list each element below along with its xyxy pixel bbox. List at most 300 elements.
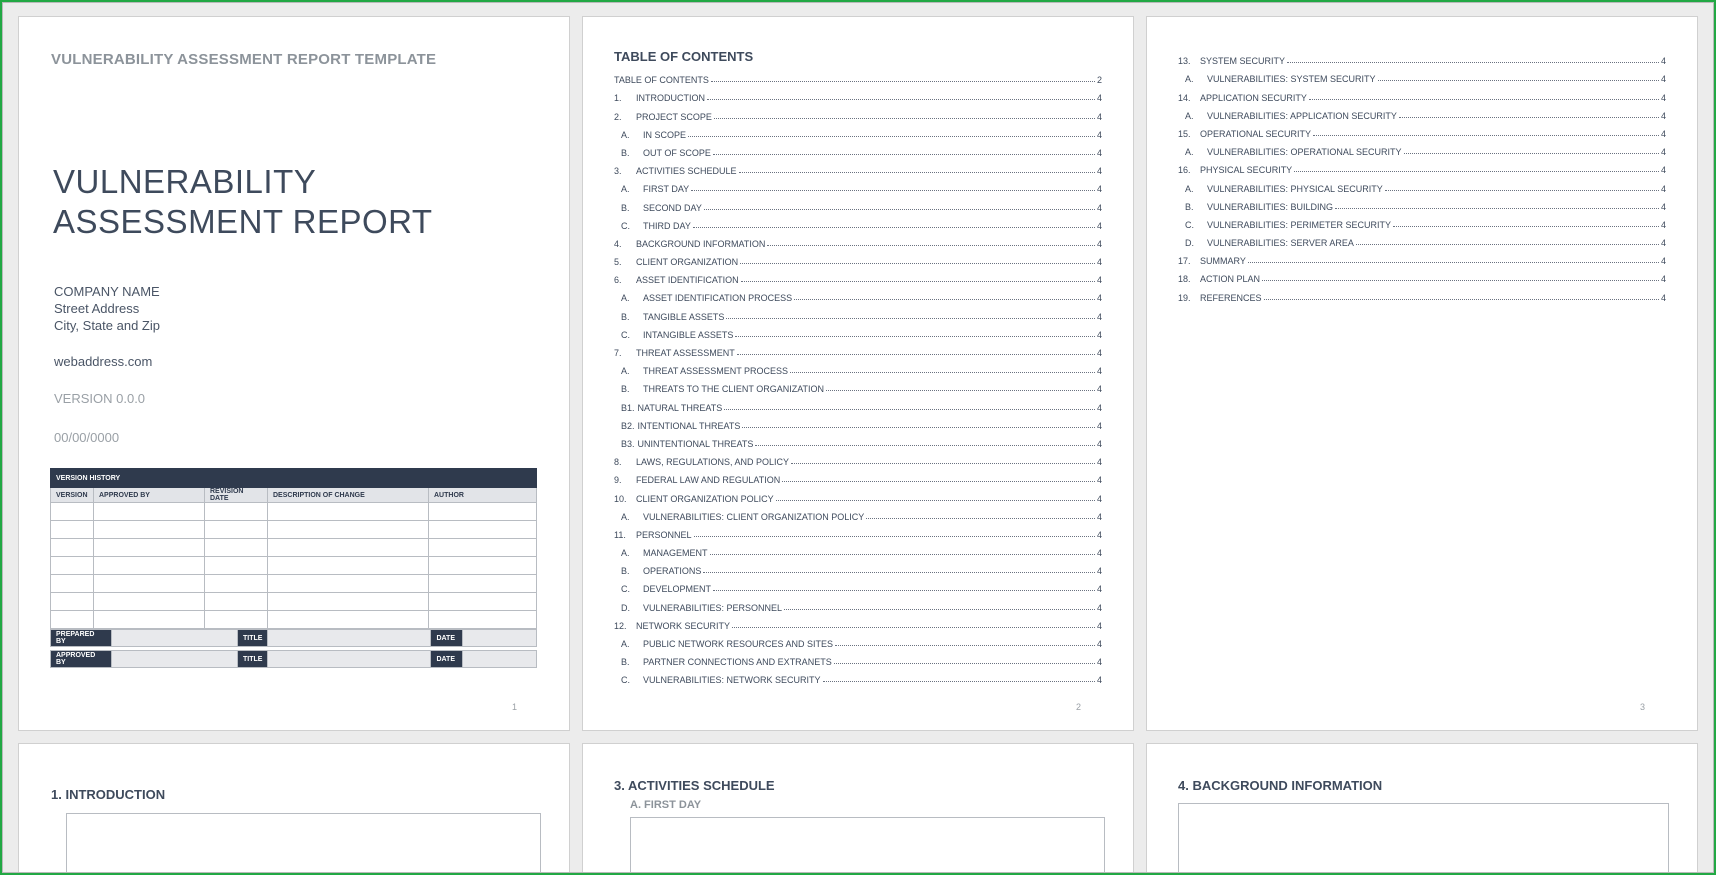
toc-entry-text: CLIENT ORGANIZATION bbox=[636, 257, 739, 268]
toc-leader-dots bbox=[732, 627, 1095, 628]
toc-entry-text: SYSTEM SECURITY bbox=[1200, 56, 1286, 67]
toc-entry[interactable] bbox=[614, 249, 1102, 267]
toc-entry-text: REFERENCES bbox=[1200, 292, 1262, 303]
section-heading: 1. INTRODUCTION bbox=[51, 787, 166, 802]
toc-entry-text: DEVELOPMENT bbox=[643, 584, 712, 595]
toc-entry-number: A. bbox=[621, 548, 630, 559]
toc-entry[interactable] bbox=[1178, 284, 1666, 302]
toc-entry[interactable] bbox=[614, 431, 1102, 449]
title-label: TITLE bbox=[238, 651, 268, 668]
toc-entry-page: 4 bbox=[1096, 220, 1102, 231]
toc-leader-dots bbox=[694, 536, 1095, 537]
toc-entry-label bbox=[621, 584, 711, 594]
toc-entry-page: 4 bbox=[1096, 129, 1102, 140]
table-cell[interactable] bbox=[205, 611, 268, 629]
toc-entry-text: LAWS, REGULATIONS, AND POLICY bbox=[636, 457, 790, 468]
toc-entry-text: VULNERABILITIES: APPLICATION SECURITY bbox=[1207, 110, 1397, 121]
company-block bbox=[54, 283, 160, 334]
page-1 bbox=[18, 16, 570, 731]
toc-entry-label bbox=[621, 421, 740, 431]
toc-entry-page: 4 bbox=[1660, 110, 1666, 121]
table-cell[interactable] bbox=[429, 611, 537, 629]
toc-entry-text: OPERATIONS bbox=[643, 566, 702, 577]
version-history-title: VERSION HISTORY bbox=[51, 469, 537, 488]
toc-entry[interactable] bbox=[614, 413, 1102, 431]
toc-entry-label bbox=[621, 312, 724, 322]
page-number: 2 bbox=[1075, 702, 1081, 712]
toc-entry[interactable] bbox=[614, 467, 1102, 485]
toc-entry[interactable] bbox=[1178, 194, 1666, 212]
toc-entry-label bbox=[1185, 111, 1397, 121]
toc-leader-dots bbox=[1294, 171, 1659, 172]
text-box[interactable] bbox=[1178, 803, 1669, 873]
toc-entry-label bbox=[614, 530, 692, 540]
toc-entry-number: 16. bbox=[1178, 165, 1191, 176]
toc-leader-dots bbox=[784, 609, 1095, 610]
table-cell[interactable] bbox=[51, 503, 94, 521]
toc-leader-dots bbox=[866, 518, 1095, 519]
toc-entry-number: A. bbox=[621, 129, 630, 140]
page-number: 3 bbox=[1639, 702, 1645, 712]
toc-entry-label bbox=[621, 384, 824, 394]
toc-entry[interactable] bbox=[614, 231, 1102, 249]
toc-leader-dots bbox=[1404, 153, 1659, 154]
toc-leader-dots bbox=[782, 481, 1095, 482]
table-cell[interactable] bbox=[429, 557, 537, 575]
toc-entry-text: PUBLIC NETWORK RESOURCES AND SITES bbox=[643, 639, 834, 649]
toc-entry-number: B3. bbox=[621, 438, 635, 449]
table-cell[interactable] bbox=[51, 611, 94, 629]
toc-entry-page: 4 bbox=[1096, 147, 1102, 158]
toc-leader-dots bbox=[1385, 190, 1659, 191]
toc-entry-page: 4 bbox=[1096, 166, 1102, 177]
table-cell[interactable] bbox=[429, 575, 537, 593]
toc-entry-page: 4 bbox=[1660, 147, 1666, 158]
toc-heading: TABLE OF CONTENTS bbox=[614, 49, 754, 64]
text-box[interactable] bbox=[630, 817, 1105, 873]
toc-entry[interactable] bbox=[1178, 121, 1666, 139]
toc-entry[interactable] bbox=[614, 667, 1102, 685]
toc-entry-text: VULNERABILITIES: OPERATIONAL SECURITY bbox=[1207, 147, 1402, 158]
approved-by-field[interactable] bbox=[112, 651, 238, 668]
toc-leader-dots bbox=[713, 590, 1095, 591]
toc-leader-dots bbox=[742, 427, 1095, 428]
table-cell[interactable] bbox=[205, 557, 268, 575]
toc-entry-text: ASSET IDENTIFICATION bbox=[636, 275, 739, 286]
web-address: webaddress.com bbox=[54, 354, 153, 369]
table-cell[interactable] bbox=[205, 575, 268, 593]
toc-entry[interactable] bbox=[614, 176, 1102, 194]
table-cell[interactable] bbox=[268, 611, 429, 629]
toc-entry-number: 13. bbox=[1178, 56, 1191, 67]
toc-leader-dots bbox=[835, 645, 1095, 646]
toc-entry-number: D. bbox=[621, 602, 630, 613]
toc-leader-dots bbox=[741, 281, 1095, 282]
toc-entry-number: B. bbox=[621, 311, 630, 322]
toc-entry[interactable] bbox=[614, 322, 1102, 340]
toc-entry-page: 4 bbox=[1660, 92, 1666, 103]
toc-entry-label bbox=[1178, 129, 1311, 139]
toc-entry[interactable] bbox=[614, 613, 1102, 631]
toc-entry[interactable] bbox=[614, 649, 1102, 667]
toc-leader-dots bbox=[1335, 208, 1659, 209]
table-cell[interactable] bbox=[94, 611, 205, 629]
toc-entry[interactable] bbox=[614, 485, 1102, 503]
table-cell[interactable] bbox=[429, 539, 537, 557]
toc-leader-dots bbox=[794, 299, 1095, 300]
toc-entry-number: B. bbox=[621, 566, 630, 577]
table-cell[interactable] bbox=[94, 539, 205, 557]
toc-leader-dots bbox=[755, 445, 1095, 446]
toc-entry-page: 4 bbox=[1096, 639, 1102, 649]
toc-entry-page: 4 bbox=[1096, 329, 1102, 340]
table-cell[interactable] bbox=[94, 521, 205, 539]
toc-entry-text: CLIENT ORGANIZATION POLICY bbox=[636, 493, 774, 504]
toc-entry-number: C. bbox=[621, 220, 630, 231]
section-heading: 3. ACTIVITIES SCHEDULE bbox=[614, 778, 775, 793]
toc-entry[interactable] bbox=[614, 85, 1102, 103]
toc-entry-number: C. bbox=[1185, 219, 1194, 230]
toc-entry-text: FEDERAL LAW AND REGULATION bbox=[636, 475, 781, 486]
toc-entry-page: 4 bbox=[1096, 311, 1102, 322]
version-history-row bbox=[51, 503, 537, 521]
toc-leader-dots bbox=[1287, 62, 1659, 63]
approved-by-row bbox=[50, 650, 537, 668]
subsection-heading: A. FIRST DAY bbox=[630, 799, 702, 811]
column-header: AUTHOR bbox=[429, 488, 537, 503]
toc-entry-number: 9. bbox=[614, 475, 622, 486]
toc-entry-text: VULNERABILITIES: PHYSICAL SECURITY bbox=[1207, 183, 1383, 194]
toc-entry[interactable] bbox=[1178, 139, 1666, 157]
toc-leader-dots bbox=[1309, 99, 1659, 100]
toc-entry[interactable] bbox=[614, 558, 1102, 576]
toc-entry-label bbox=[614, 457, 789, 467]
toc-entry-number: 18. bbox=[1178, 274, 1191, 285]
table-cell[interactable] bbox=[268, 593, 429, 611]
toc-entry-number: 6. bbox=[614, 275, 622, 286]
toc-entry-label bbox=[621, 603, 782, 613]
toc-entry-label bbox=[614, 75, 709, 85]
toc-entry-page: 4 bbox=[1096, 511, 1102, 522]
toc-leader-dots bbox=[791, 463, 1095, 464]
toc-entry-page: 4 bbox=[1096, 475, 1102, 486]
page-number: 1 bbox=[511, 702, 517, 712]
table-cell[interactable] bbox=[94, 575, 205, 593]
toc-leader-dots bbox=[1393, 226, 1659, 227]
toc-entry-label bbox=[1185, 184, 1383, 194]
table-cell[interactable] bbox=[268, 503, 429, 521]
toc-entry-text: BACKGROUND INFORMATION bbox=[636, 238, 766, 249]
toc-entry-label bbox=[614, 166, 737, 176]
toc-entry[interactable] bbox=[614, 594, 1102, 612]
toc-entry-number: B. bbox=[621, 147, 630, 158]
table-cell[interactable] bbox=[51, 593, 94, 611]
prepared-by-field[interactable] bbox=[112, 630, 238, 647]
toc-entry-label bbox=[1178, 165, 1292, 175]
toc-entry-page: 4 bbox=[1096, 202, 1102, 213]
toc-leader-dots bbox=[776, 500, 1095, 501]
toc-entry-number: 14. bbox=[1178, 92, 1191, 103]
toc-leader-dots bbox=[724, 409, 1095, 410]
date-field[interactable] bbox=[463, 630, 537, 647]
date-field[interactable] bbox=[463, 651, 537, 668]
toc-entry[interactable] bbox=[614, 358, 1102, 376]
toc-entry-text: UNINTENTIONAL THREATS bbox=[637, 438, 754, 449]
toc-entry-label bbox=[614, 275, 739, 285]
toc-entry-text: THREAT ASSESSMENT bbox=[636, 348, 735, 358]
toc-entry-page: 4 bbox=[1096, 93, 1102, 104]
toc-entry-page: 4 bbox=[1660, 183, 1666, 194]
version-history-row bbox=[51, 521, 537, 539]
toc-entry[interactable] bbox=[614, 449, 1102, 467]
toc-entry-number: A. bbox=[1185, 74, 1194, 85]
toc-entry-number: 8. bbox=[614, 457, 622, 468]
toc-entry-text: THIRD DAY bbox=[643, 220, 691, 231]
toc-entry-label bbox=[621, 293, 792, 303]
toc-entry[interactable] bbox=[1178, 230, 1666, 248]
table-cell[interactable] bbox=[429, 593, 537, 611]
table-cell[interactable] bbox=[268, 521, 429, 539]
toc-leader-dots bbox=[1264, 299, 1659, 300]
toc-entry-page: 4 bbox=[1096, 257, 1102, 268]
toc-leader-dots bbox=[688, 136, 1095, 137]
toc-entry-label bbox=[1185, 238, 1354, 248]
toc-entry[interactable] bbox=[614, 158, 1102, 176]
toc-entry-number: 11. bbox=[614, 529, 626, 540]
toc-entry-page: 4 bbox=[1096, 366, 1102, 377]
toc-entry-text: ACTIVITIES SCHEDULE bbox=[636, 166, 737, 177]
toc-entry-number: 3. bbox=[614, 166, 622, 177]
toc-entry[interactable] bbox=[1178, 157, 1666, 175]
toc-entry[interactable] bbox=[614, 303, 1102, 321]
toc-entry-page: 4 bbox=[1096, 566, 1102, 577]
toc-entry-number: 12. bbox=[614, 620, 627, 631]
toc-entry-number: A. bbox=[1185, 110, 1194, 121]
toc-entry-page: 4 bbox=[1096, 275, 1102, 286]
toc-entry-page: 4 bbox=[1096, 620, 1102, 631]
table-cell[interactable] bbox=[268, 575, 429, 593]
toc-entry[interactable] bbox=[614, 540, 1102, 558]
table-cell[interactable] bbox=[51, 575, 94, 593]
toc-entry-number: B2. bbox=[621, 420, 635, 431]
toc-leader-dots bbox=[726, 318, 1095, 319]
table-cell[interactable] bbox=[94, 557, 205, 575]
date-text: 00/00/0000 bbox=[54, 430, 120, 445]
toc-entry[interactable] bbox=[614, 576, 1102, 594]
toc-entry-label bbox=[621, 203, 702, 213]
toc-entry[interactable] bbox=[614, 140, 1102, 158]
toc-list bbox=[1178, 48, 1666, 303]
toc-entry-page: 4 bbox=[1660, 74, 1666, 85]
toc-entry[interactable] bbox=[614, 122, 1102, 140]
column-header: APPROVED BY bbox=[94, 488, 205, 503]
template-title: VULNERABILITY ASSESSMENT REPORT TEMPLATE bbox=[51, 51, 437, 68]
toc-entry-page: 4 bbox=[1096, 420, 1102, 431]
table-cell[interactable] bbox=[94, 593, 205, 611]
table-cell[interactable] bbox=[268, 539, 429, 557]
toc-entry-text: SECOND DAY bbox=[643, 202, 702, 213]
toc-entry-number: 7. bbox=[614, 348, 622, 358]
toc-entry-number: C. bbox=[621, 329, 630, 340]
toc-entry-page: 4 bbox=[1096, 438, 1102, 449]
toc-entry-page: 4 bbox=[1660, 274, 1666, 285]
toc-entry[interactable] bbox=[1178, 212, 1666, 230]
toc-entry-label bbox=[621, 439, 753, 449]
text-box[interactable] bbox=[66, 813, 541, 873]
toc-entry-page: 4 bbox=[1096, 584, 1102, 595]
toc-leader-dots bbox=[790, 372, 1095, 373]
toc-entry[interactable] bbox=[614, 631, 1102, 649]
toc-entry-number: C. bbox=[621, 675, 630, 686]
toc-entry-label bbox=[621, 639, 833, 649]
version-history-row bbox=[51, 539, 537, 557]
toc-entry[interactable] bbox=[1178, 84, 1666, 102]
toc-entry-page: 4 bbox=[1096, 657, 1102, 668]
toc-entry-page: 4 bbox=[1096, 675, 1102, 686]
toc-entry-number: A. bbox=[621, 184, 630, 195]
toc-entry-text: MANAGEMENT bbox=[643, 548, 708, 559]
toc-entry-text: VULNERABILITIES: SYSTEM SECURITY bbox=[1207, 74, 1376, 85]
toc-entry-text: INTENTIONAL THREATS bbox=[637, 420, 741, 431]
toc-entry-page: 4 bbox=[1096, 602, 1102, 613]
toc-leader-dots bbox=[740, 263, 1095, 264]
table-cell[interactable] bbox=[51, 539, 94, 557]
version-history-row bbox=[51, 557, 537, 575]
date-label: DATE bbox=[431, 651, 463, 668]
toc-entry[interactable] bbox=[1178, 175, 1666, 193]
report-title bbox=[53, 162, 433, 242]
toc-entry-page: 4 bbox=[1096, 493, 1102, 504]
toc-entry-label bbox=[614, 112, 712, 122]
toc-entry-label bbox=[621, 675, 821, 685]
table-cell[interactable] bbox=[205, 503, 268, 521]
toc-entry[interactable] bbox=[614, 394, 1102, 412]
toc-entry-page: 4 bbox=[1660, 219, 1666, 230]
toc-entry-text: VULNERABILITIES: PERSONNEL bbox=[643, 602, 783, 613]
street-address: Street Address bbox=[54, 301, 140, 316]
toc-leader-dots bbox=[691, 190, 1095, 191]
toc-entry-label bbox=[1185, 74, 1376, 84]
toc-entry[interactable] bbox=[614, 213, 1102, 231]
toc-entry-text: NATURAL THREATS bbox=[637, 402, 723, 413]
version-history-row bbox=[51, 593, 537, 611]
title-field[interactable] bbox=[268, 651, 431, 668]
report-title-line-1: VULNERABILITY bbox=[53, 163, 317, 200]
toc-entry-page: 4 bbox=[1660, 292, 1666, 303]
table-cell[interactable] bbox=[205, 593, 268, 611]
page-2 bbox=[582, 16, 1134, 731]
toc-entry-text: THREATS TO THE CLIENT ORGANIZATION bbox=[643, 384, 825, 395]
version-history-row bbox=[51, 611, 537, 629]
toc-entry-label bbox=[1178, 293, 1262, 303]
toc-entry-page: 4 bbox=[1096, 384, 1102, 395]
table-cell[interactable] bbox=[51, 557, 94, 575]
table-cell[interactable] bbox=[94, 503, 205, 521]
toc-entry-page: 4 bbox=[1096, 111, 1102, 122]
toc-entry-label bbox=[621, 148, 711, 158]
table-cell[interactable] bbox=[205, 539, 268, 557]
toc-leader-dots bbox=[713, 154, 1095, 155]
toc-entry[interactable] bbox=[614, 340, 1102, 358]
toc-entry-text: APPLICATION SECURITY bbox=[1200, 92, 1307, 103]
approved-by-label: APPROVED BY bbox=[51, 651, 112, 668]
toc-entry[interactable] bbox=[1178, 266, 1666, 284]
toc-entry-page: 4 bbox=[1096, 457, 1102, 468]
toc-entry-page: 4 bbox=[1096, 548, 1102, 559]
toc-entry-label bbox=[621, 566, 701, 576]
toc-entry[interactable] bbox=[614, 67, 1102, 85]
toc-entry[interactable] bbox=[1178, 66, 1666, 84]
toc-entry-text: INTANGIBLE ASSETS bbox=[643, 329, 734, 340]
toc-leader-dots bbox=[834, 663, 1095, 664]
table-cell[interactable] bbox=[429, 503, 537, 521]
toc-entry-number: B. bbox=[621, 657, 630, 668]
toc-entry[interactable] bbox=[1178, 48, 1666, 66]
toc-entry[interactable] bbox=[614, 267, 1102, 285]
toc-entry-label bbox=[1178, 256, 1246, 266]
section-heading: 4. BACKGROUND INFORMATION bbox=[1178, 778, 1383, 793]
title-field[interactable] bbox=[268, 630, 431, 647]
toc-entry-page: 4 bbox=[1660, 238, 1666, 249]
toc-entry-page: 4 bbox=[1096, 238, 1102, 249]
title-label: TITLE bbox=[238, 630, 268, 647]
toc-entry-label bbox=[621, 548, 708, 558]
table-cell[interactable] bbox=[268, 557, 429, 575]
toc-entry-number: C. bbox=[621, 584, 630, 595]
toc-entry-label bbox=[614, 494, 774, 504]
toc-entry-text: VULNERABILITIES: NETWORK SECURITY bbox=[643, 675, 821, 686]
toc-entry-label bbox=[614, 475, 780, 485]
toc-entry-label bbox=[614, 239, 765, 249]
table-cell[interactable] bbox=[51, 521, 94, 539]
toc-entry[interactable] bbox=[614, 103, 1102, 121]
toc-entry[interactable] bbox=[1178, 248, 1666, 266]
toc-entry-text: TABLE OF CONTENTS bbox=[614, 75, 709, 86]
toc-entry-number: A. bbox=[1185, 183, 1194, 194]
toc-leader-dots bbox=[710, 554, 1095, 555]
toc-entry-text: VULNERABILITIES: BUILDING bbox=[1207, 201, 1334, 212]
column-header: VERSION bbox=[51, 488, 94, 503]
toc-entry[interactable] bbox=[614, 285, 1102, 303]
toc-entry[interactable] bbox=[614, 194, 1102, 212]
toc-entry-number: B. bbox=[621, 202, 630, 213]
toc-entry-number: 19. bbox=[1178, 292, 1191, 303]
toc-entry-page: 4 bbox=[1660, 128, 1666, 139]
toc-entry[interactable] bbox=[614, 504, 1102, 522]
toc-entry[interactable] bbox=[614, 522, 1102, 540]
toc-entry[interactable] bbox=[614, 376, 1102, 394]
company-name: COMPANY NAME bbox=[54, 284, 160, 299]
toc-entry[interactable] bbox=[1178, 103, 1666, 121]
toc-entry-number: A. bbox=[621, 511, 630, 522]
version-text: VERSION 0.0.0 bbox=[54, 391, 146, 406]
table-cell[interactable] bbox=[429, 521, 537, 539]
toc-entry-text: PERSONNEL bbox=[636, 529, 692, 540]
toc-entry-number: B1. bbox=[621, 402, 635, 413]
toc-entry-label bbox=[621, 512, 864, 522]
column-header: DESCRIPTION OF CHANGE bbox=[268, 488, 429, 503]
table-cell[interactable] bbox=[205, 521, 268, 539]
toc-entry-label bbox=[614, 93, 705, 103]
toc-entry-page: 4 bbox=[1096, 184, 1102, 195]
toc-leader-dots bbox=[707, 99, 1095, 100]
toc-list bbox=[614, 67, 1102, 685]
toc-entry-text: THREAT ASSESSMENT PROCESS bbox=[643, 366, 789, 377]
city-state-zip: City, State and Zip bbox=[54, 318, 160, 333]
toc-entry-number: 15. bbox=[1178, 128, 1191, 139]
toc-entry-number: 1. bbox=[614, 93, 622, 104]
toc-leader-dots bbox=[1378, 80, 1659, 81]
